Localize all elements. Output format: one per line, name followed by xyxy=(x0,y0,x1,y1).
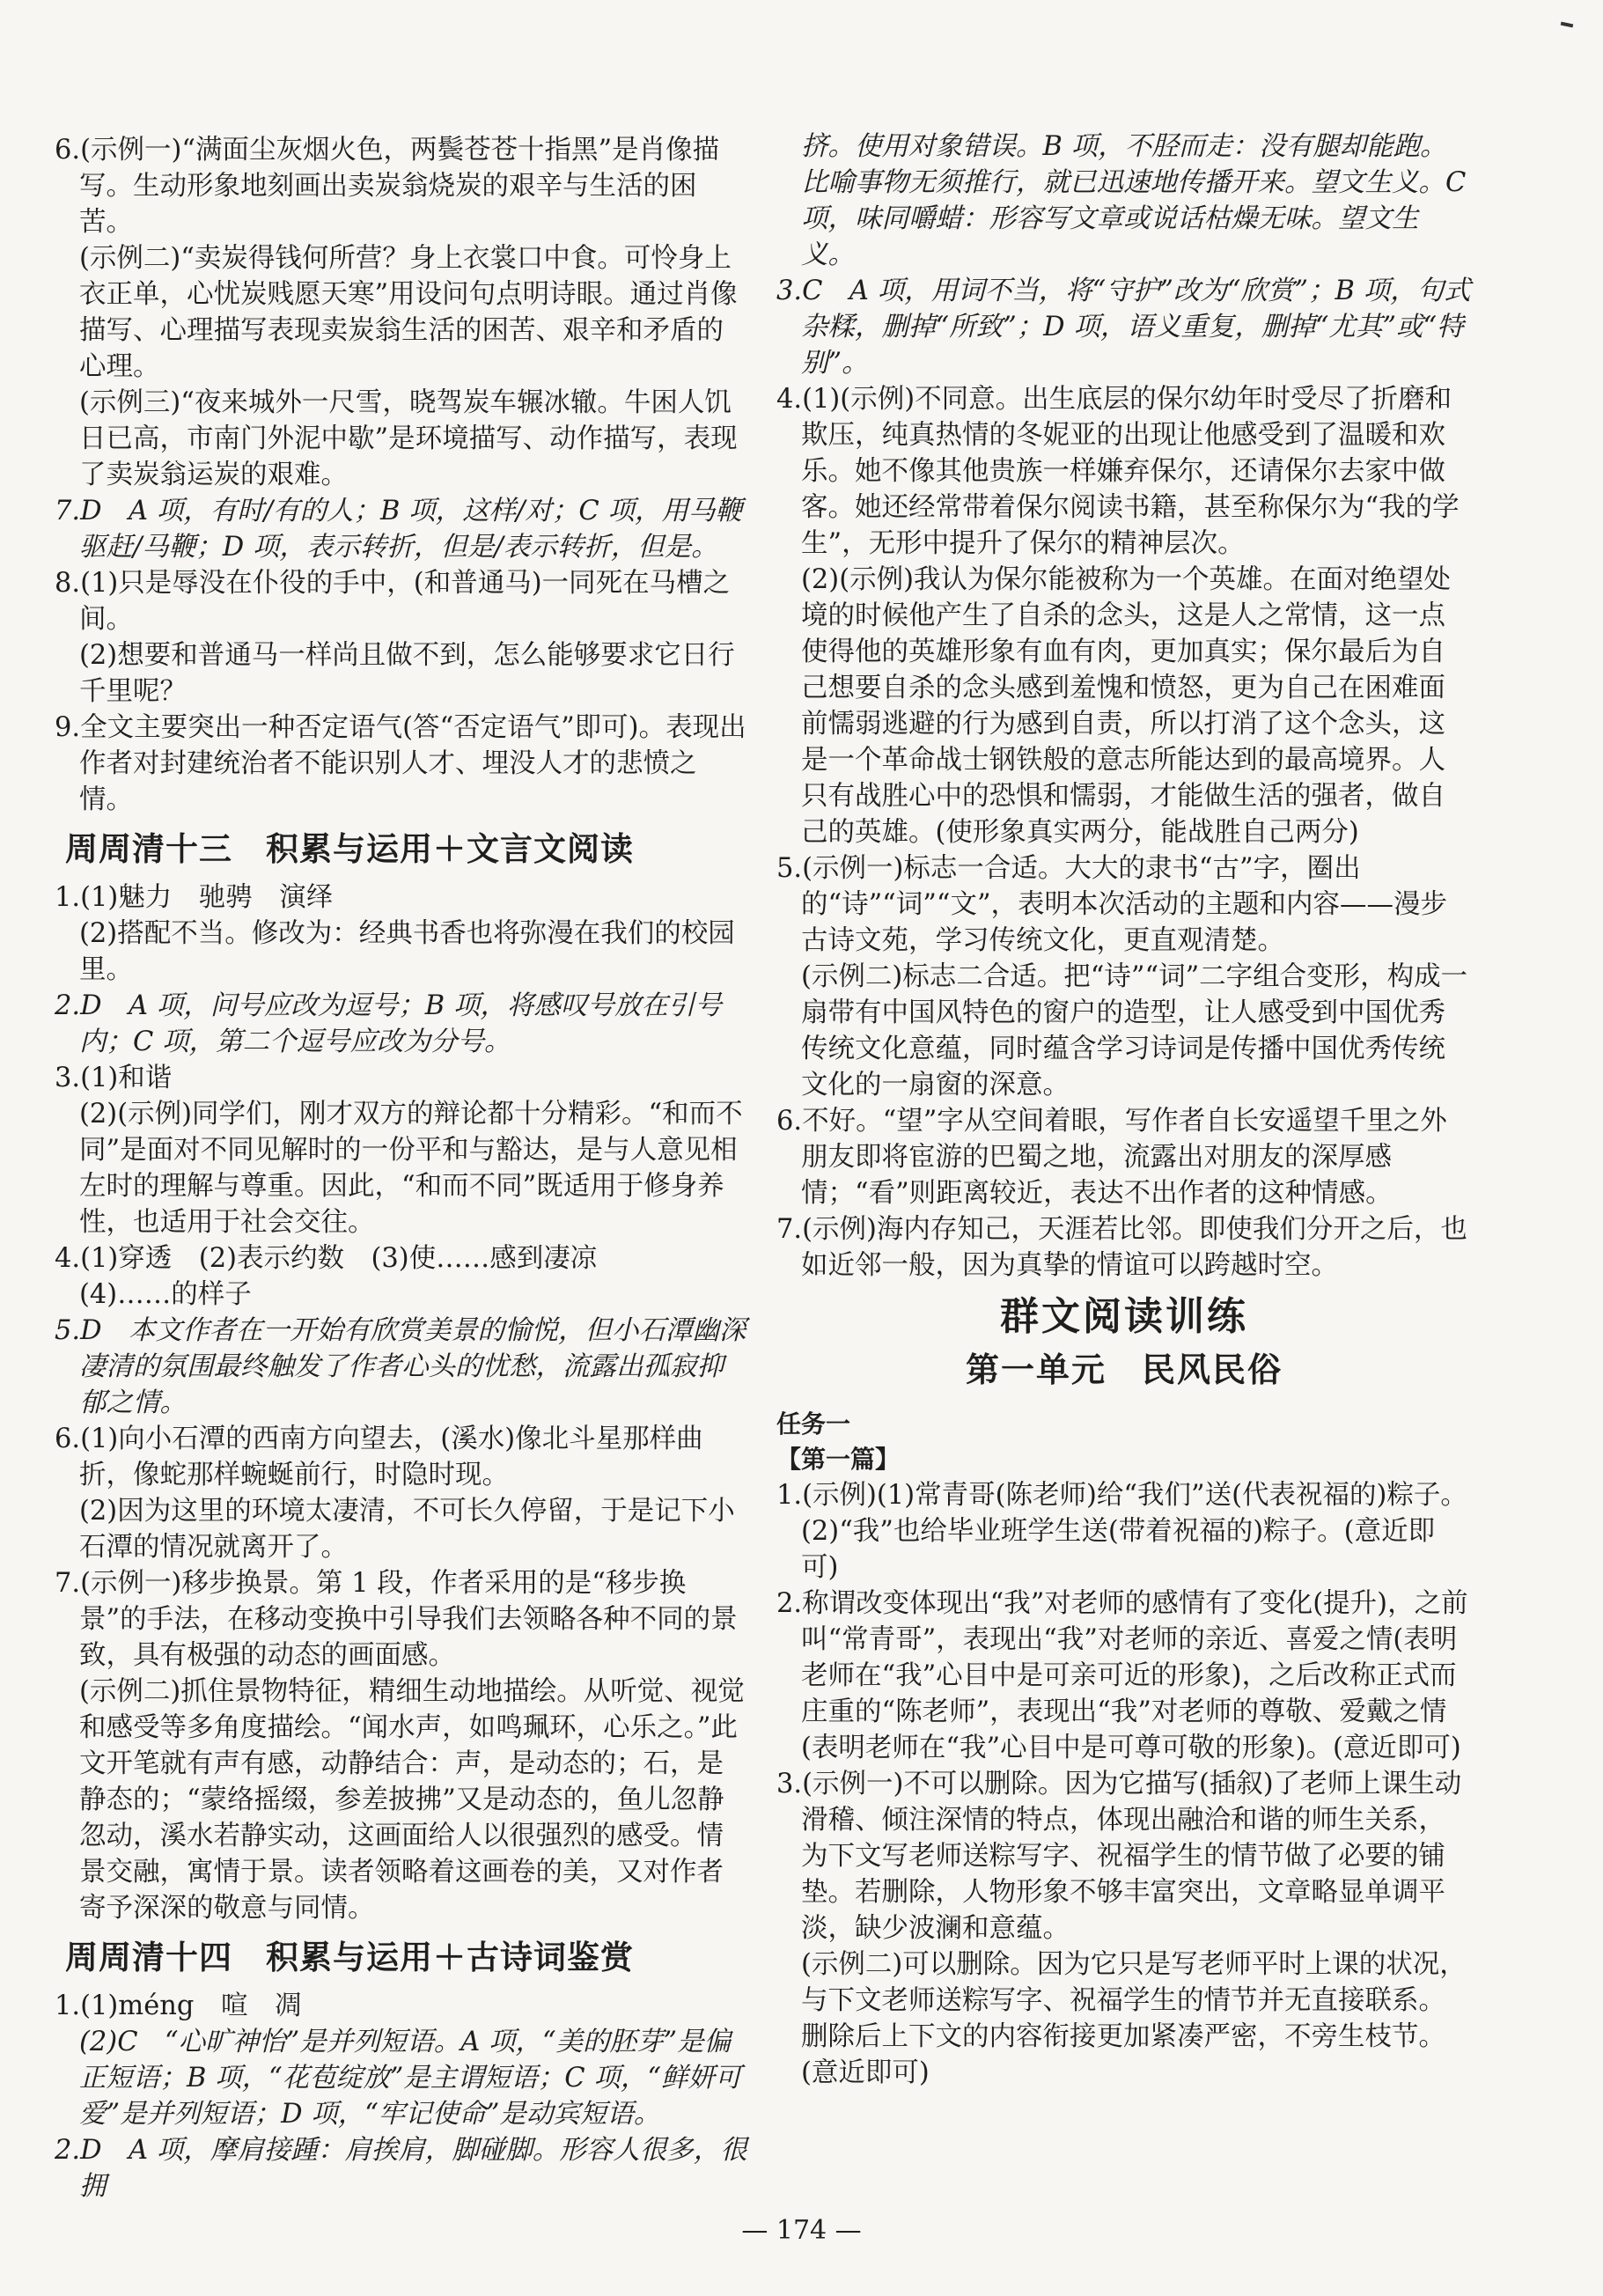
answer-item: 1.(示例)(1)常青哥(陈老师)给“我们”送(代表祝福的)粽子。 xyxy=(776,1480,1467,1511)
answer-item: (示例三)“夜来城外一尺雪，晓驾炭车辗冰辙。牛困人饥日已高，市南门外泥中歇”是环境描写、动作描写，表现了卖炭翁运炭的艰难。 xyxy=(79,387,738,490)
answer-item: 7.D A 项，有时/有的人；B 项，这样/对；C 项，用马鞭驱赶/马鞭；D 项，表示转折，但是/表示转折，但是。 xyxy=(55,496,742,563)
answer-item: 6.不好。“望”字从空间着眼，写作者自长安遥望千里之外朋友即将宦游的巴蜀之地，流露出对朋友的深厚感情；“看”则距离较近，表达不出作者的这种情感。 xyxy=(776,1106,1447,1209)
page-number: — 174 — xyxy=(741,2215,862,2246)
section-title: 周周清十四 积累与运用＋古诗词鉴赏 xyxy=(65,1939,634,1976)
answer-item: (4)……的样子 xyxy=(79,1279,252,1310)
answer-item: (示例二)“卖炭得钱何所营？身上衣裳口中食。可怜身上衣正单，心忧炭贱愿天寒”用设问句点明诗眼。通过肖像描写、心理描写表现卖炭翁生活的困苦、艰辛和矛盾的心理。 xyxy=(79,243,738,382)
answer-item: (2)因为这里的环境太凄清，不可长久停留，于是记下小石潭的情况就离开了。 xyxy=(79,1496,735,1563)
answer-item: 1.(1)魅力 驰骋 演绎 xyxy=(55,882,334,913)
answer-item: 挤。使用对象错误。B 项，不胫而走：没有腿却能跑。比喻事物无须推行，就已迅速地传播开来。望文生义。C 项，味同嚼蜡：形容写文章或说话枯燥无味。望文生义。 xyxy=(801,131,1467,270)
answer-item: 2.D A 项，摩肩接踵：肩挨肩，脚碰脚。形容人很多，很拥 xyxy=(55,2135,747,2202)
answer-item: 3.(1)和谐 xyxy=(55,1063,173,1093)
section-title: 周周清十三 积累与运用＋文言文阅读 xyxy=(65,830,634,868)
answer-item: 4.(1)穿透 (2)表示约数 (3)使……感到凄凉 xyxy=(55,1243,598,1274)
answer-item: 7.(示例)海内存知己，天涯若比邻。即使我们分开之后，也如近邻一般，因为真挚的情谊可以跨越时空。 xyxy=(776,1214,1467,1281)
answer-item: 3.(示例一)不可以删除。因为它描写(插叙)了老师上课生动滑稽、倾注深情的特点，体现出融洽和谐的师生关系，为下文写老师送粽写字、祝福学生的情节做了必要的铺垫。若删除，人物形象不够丰富突出，文章略显单调平淡，缺少波澜和意蕴。 xyxy=(776,1769,1462,1944)
answer-item: 2.称谓改变体现出“我”对老师的感情有了变化(提升)，之前叫“常青哥”，表现出“我”对老师的亲近、喜爱之情(表明老师在“我”心目中是可亲可近的形象)，之后改称正式而庄重的“陈老师”，表现出“我”对老师的尊敬、爱戴之情(表明老师在“我”心目中是可尊可敬的形象)。(意近即可) xyxy=(776,1588,1468,1763)
answer-item: (示例二)抓住景物特征，精细生动地描绘。从听觉、视觉和感受等多角度描绘。“闻水声，如鸣珮环，心乐之。”此文开笔就有声有感，动静结合：声，是动态的；石，是静态的；“蒙络摇缀，参差披拂”又是动态的，鱼儿忽静忽动，溪水若静实动，这画面给人以很强烈的感受。情景交融，寓情于景。读者领略着这画卷的美，又对作者寄予深深的敬意与同情。 xyxy=(79,1676,745,1924)
answer-item: 5.D 本文作者在一开始有欣赏美景的愉悦，但小石潭幽深凄清的氛围最终触发了作者心头的忧愁，流露出孤寂抑郁之情。 xyxy=(55,1315,746,1418)
answer-item: 6.(1)向小石潭的西南方向望去，(溪水)像北斗星那样曲折，像蛇那样蜿蜒前行，时隐时现。 xyxy=(55,1424,703,1490)
answer-item: (2)想要和普通马一样尚且做不到，怎么能够要求它日行千里呢？ xyxy=(79,640,735,707)
left-column xyxy=(55,132,750,2204)
answer-item: 3.C A 项，用词不当，将“守护”改为“欣赏”；B 项，句式杂糅，删掉“所致”；D 项，语义重复，删掉“尤其”或“特别”。 xyxy=(776,276,1471,379)
answer-item: (2)“我”也给毕业班学生送(带着祝福的)粽子。(意近即可) xyxy=(801,1516,1436,1583)
answer-item: 1.(1)méng 喧 凋 xyxy=(55,1991,302,2021)
main-title: 群文阅读训练 xyxy=(1000,1294,1248,1339)
task-label: 任务一 xyxy=(776,1409,851,1439)
right-column xyxy=(776,129,1472,2091)
answer-item: 7.(示例一)移步换景。第 1 段，作者采用的是“移步换景”的手法，在移动变换中引导我们去领略各种不同的景致，具有极强的动态的画面感。 xyxy=(55,1568,738,1671)
answer-item: 6.(示例一)“满面尘灰烟火色，两鬓苍苍十指黑”是肖像描写。生动形象地刻画出卖炭翁烧炭的艰辛与生活的困苦。 xyxy=(55,135,720,238)
answer-item: 9.全文主要突出一种否定语气(答“否定语气”即可)。表现出作者对封建统治者不能识别人才、埋没人才的悲愤之情。 xyxy=(55,712,746,815)
answer-item: 5.(示例一)标志一合适。大大的隶书“古”字，圈出的“诗”“词”“文”，表明本次活动的主题和内容——漫步古诗文苑，学习传统文化，更直观清楚。 xyxy=(776,853,1448,956)
answer-item: 8.(1)只是辱没在仆役的手中，(和普通马)一同死在马槽之间。 xyxy=(55,568,731,635)
answer-item: (示例二)可以删除。因为它只是写老师平时上课的状况，与下文老师送粽写字、祝福学生的情节并无直接联系。删除后上下文的内容衔接更加紧凑严密，不旁生枝节。(意近即可) xyxy=(801,1949,1467,2088)
answer-item: (2)C “心旷神怡”是并列短语。A 项，“美的胚芽”是偏正短语；B 项，“花苞绽放”是主谓短语；C 项，“鲜妍可爱”是并列短语；D 项，“牢记使命”是动宾短语。 xyxy=(79,2027,742,2130)
answer-item: (示例二)标志二合适。把“诗”“词”二字组合变形，构成一扇带有中国风特色的窗户的造型，让人感受到中国优秀传统文化意蕴，同时蕴含学习诗词是传播中国优秀传统文化的一扇窗的深意。 xyxy=(801,961,1468,1100)
unit-title: 第一单元 民风民俗 xyxy=(965,1350,1283,1389)
answer-item: (2)(示例)我认为保尔能被称为一个英雄。在面对绝望处境的时候他产生了自杀的念头，这是人之常情，这一点使得他的英雄形象有血有肉，更加真实；保尔最后为自己想要自杀的念头感到羞愧和愤怒，更为自己在困难面前懦弱逃避的行为感到自责，所以打消了这个念头，这是一个革命战士钢铁般的意志所能达到的最高境界。人只有战胜心中的恐惧和懦弱，才能做生活的强者，做自己的英雄。(使形象真实两分，能战胜自己两分) xyxy=(801,564,1452,848)
answer-item: 2.D A 项，问号应改为逗号；B 项，将感叹号放在引号内；C 项，第二个逗号应改为分号。 xyxy=(55,990,722,1057)
piece-label: 【第一篇】 xyxy=(776,1445,901,1474)
answer-item: (2)(示例)同学们，刚才双方的辩论都十分精彩。“和而不同”是面对不同见解时的一份平和与豁达，是与人意见相左时的理解与尊重。因此，“和而不同”既适用于修身养性，也适用于社会交往。 xyxy=(79,1099,743,1238)
scan-mark xyxy=(1561,22,1574,28)
answer-item: 4.(1)(示例)不同意。出生底层的保尔幼年时受尽了折磨和欺压，纯真热情的冬妮亚的出现让他感受到了温暖和欢乐。她不像其他贵族一样嫌弃保尔，还请保尔去家中做客。她还经常带着保尔阅读书籍，甚至称保尔为“我的学生”，无形中提升了保尔的精神层次。 xyxy=(776,384,1460,559)
answer-item: (2)搭配不当。修改为：经典书香也将弥漫在我们的校园里。 xyxy=(79,918,735,985)
